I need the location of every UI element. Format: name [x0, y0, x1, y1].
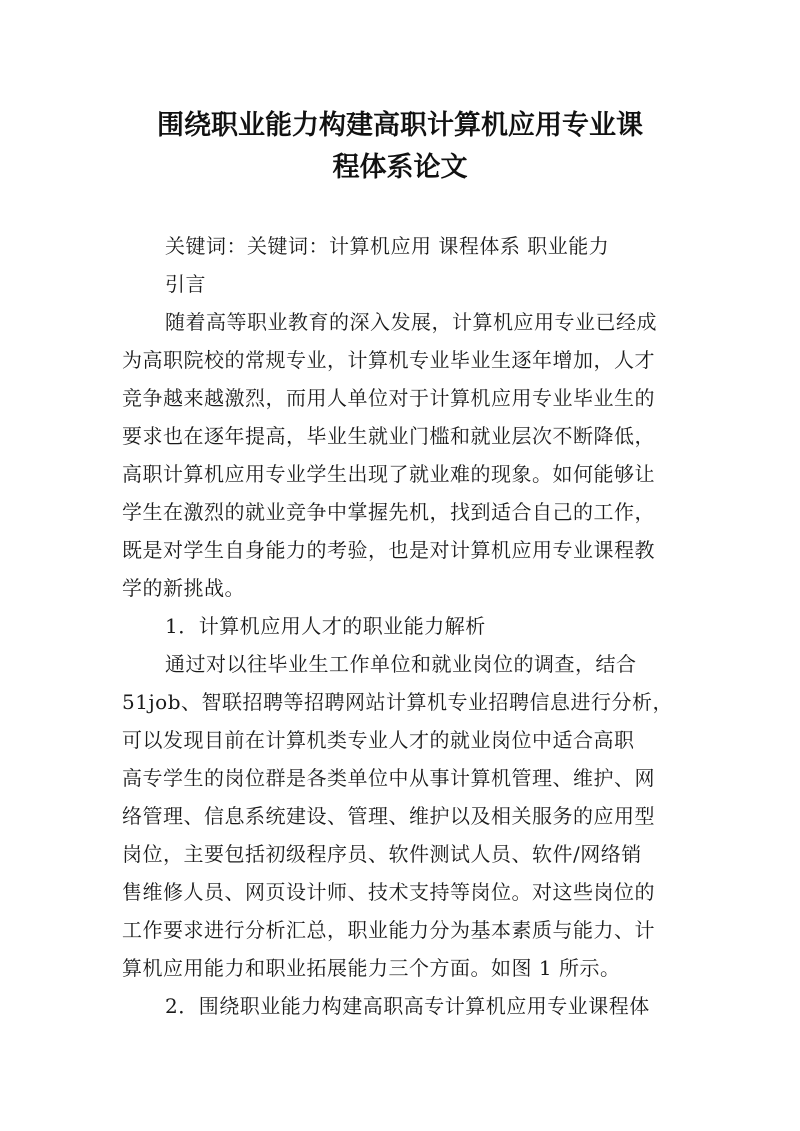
paragraph-line: 学的新挑战。: [122, 576, 245, 600]
paragraph-line: 通过对以往毕业生工作单位和就业岗位的调查，结合: [165, 652, 637, 676]
paragraph-line: 络管理、信息系统建设、管理、维护以及相关服务的应用型: [122, 804, 655, 828]
section-heading-1: 1．计算机应用人才的职业能力解析: [165, 614, 486, 638]
paragraph-line: 售维修人员、网页设计师、技术支持等岗位。对这些岗位的: [122, 880, 655, 904]
paragraph-line: 高专学生的岗位群是各类单位中从事计算机管理、维护、网: [122, 766, 655, 790]
paragraph-line: 51job、智联招聘等招聘网站计算机专业招聘信息进行分析，: [122, 690, 673, 714]
paragraph-line: 既是对学生自身能力的考验，也是对计算机应用专业课程教: [122, 538, 655, 562]
keywords-line: 关键词：关键词：计算机应用 课程体系 职业能力: [165, 234, 610, 258]
paragraph-line: 为高职院校的常规专业，计算机专业毕业生逐年增加，人才: [122, 348, 655, 372]
paragraph-line: 随着高等职业教育的深入发展，计算机应用专业已经成: [165, 310, 657, 334]
paragraph-line: 要求也在逐年提高，毕业生就业门槛和就业层次不断降低，: [122, 424, 655, 448]
paragraph-line: 岗位，主要包括初级程序员、软件测试人员、软件/网络销: [122, 842, 642, 866]
section-heading-intro: 引言: [165, 272, 206, 296]
document-title-line-1: 围绕职业能力构建高职计算机应用专业课: [157, 110, 643, 141]
paragraph-line: 算机应用能力和职业拓展能力三个方面。如图 1 所示。: [122, 956, 621, 980]
paragraph-line: 竞争越来越激烈，而用人单位对于计算机应用专业毕业生的: [122, 386, 655, 410]
section-heading-2: 2．围绕职业能力构建高职高专计算机应用专业课程体: [165, 994, 650, 1018]
paragraph-line: 工作要求进行分析汇总，职业能力分为基本素质与能力、计: [122, 918, 655, 942]
paragraph-line: 学生在激烈的就业竞争中掌握先机，找到适合自己的工作，: [122, 500, 655, 524]
paragraph-line: 高职计算机应用专业学生出现了就业难的现象。如何能够让: [122, 462, 655, 486]
document-title-line-2: 程体系论文: [332, 152, 468, 183]
paragraph-line: 可以发现目前在计算机类专业人才的就业岗位中适合高职: [122, 728, 635, 752]
